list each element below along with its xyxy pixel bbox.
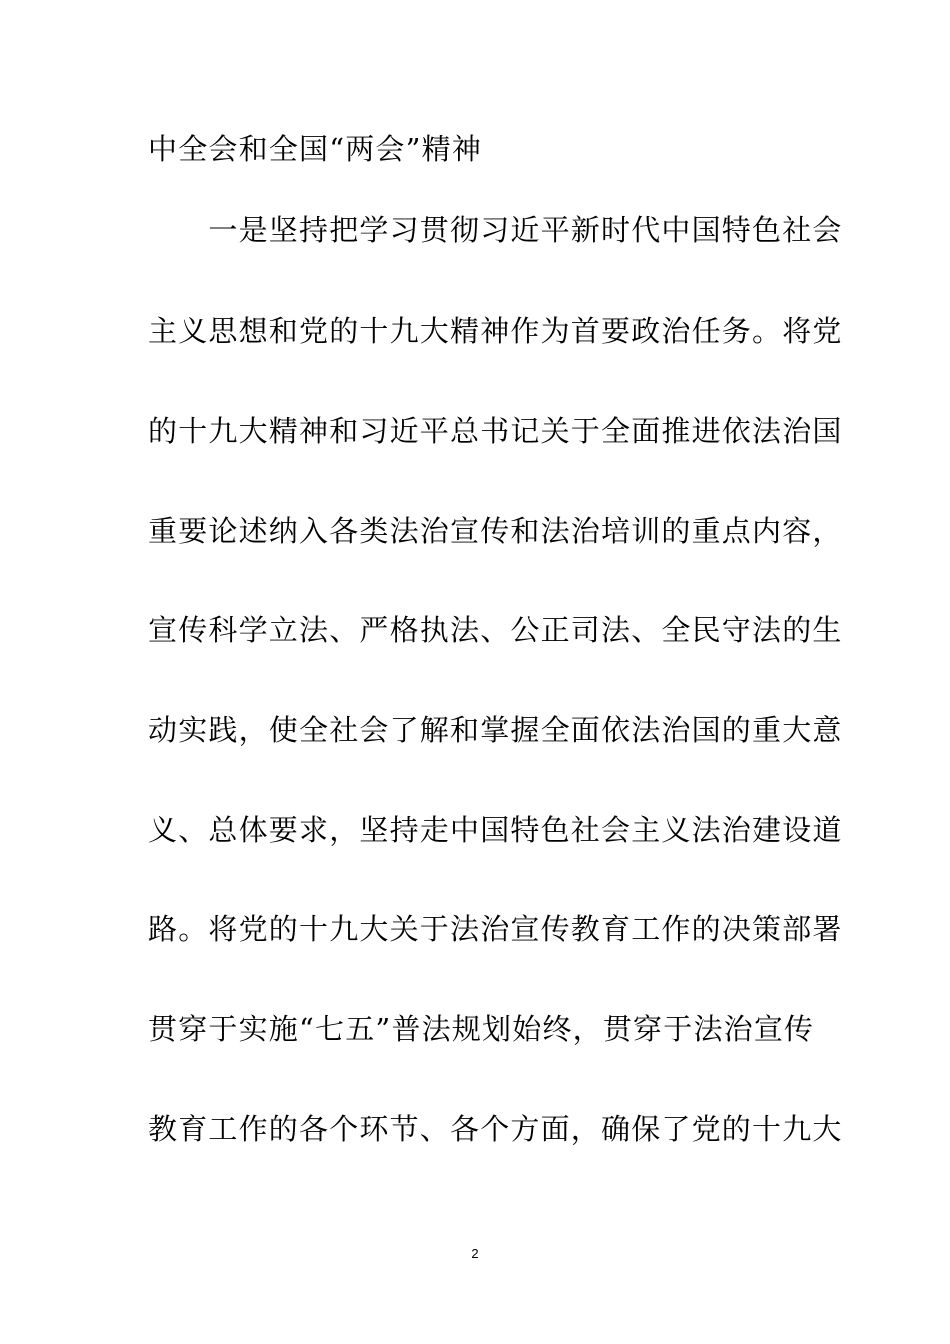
text-line-5: 重要论述纳入各类法治宣传和法治培训的重点内容， [148, 514, 843, 548]
text-line-3: 主义思想和党的十九大精神作为首要政治任务。将党 [148, 314, 843, 348]
text-line-4: 的十九大精神和习近平总书记关于全面推进依法治国 [148, 414, 843, 448]
text-line-8: 义、总体要求，坚持走中国特色社会主义法治建设道 [148, 813, 843, 847]
text-line-1: 中全会和全国“两会”精神 [148, 132, 483, 166]
text-line-7: 动实践，使全社会了解和掌握全面依法治国的重大意 [148, 713, 843, 747]
text-line-11: 教育工作的各个环节、各个方面，确保了党的十九大 [148, 1112, 843, 1146]
text-line-6: 宣传科学立法、严格执法、公正司法、全民守法的生 [148, 613, 843, 647]
text-line-10: 贯穿于实施“七五”普法规划始终，贯穿于法治宣传 [148, 1012, 815, 1046]
page-number: 2 [471, 1246, 479, 1261]
text-line-2: 一是坚持把学习贯彻习近平新时代中国特色社会 [148, 213, 843, 247]
text-line-9: 路。将党的十九大关于法治宣传教育工作的决策部署 [148, 912, 843, 946]
